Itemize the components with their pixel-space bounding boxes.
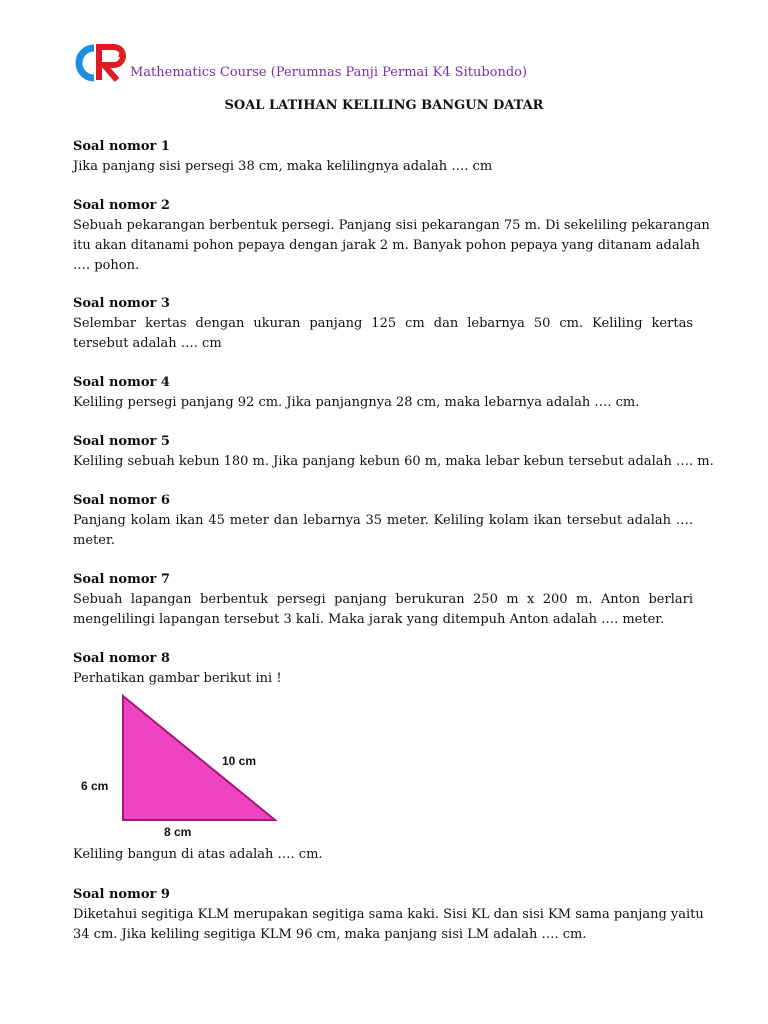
question-title: Soal nomor 5	[73, 434, 170, 449]
question-title: Soal nomor 8	[73, 651, 170, 666]
question-title: Soal nomor 9	[73, 887, 170, 902]
question-2	[73, 196, 710, 276]
question-8	[73, 649, 693, 689]
question-3	[73, 294, 693, 354]
question-text: Keliling bangun di atas adalah …. cm.	[73, 847, 323, 862]
question-1	[73, 137, 693, 177]
question-text: mengelilingi lapangan tersebut 3 kali. Maka jarak yang ditempuh Anton adalah …. meter.	[73, 612, 665, 627]
question-7	[73, 570, 693, 630]
header-subtitle: Mathematics Course (Perumnas Panji Permai K4 Situbondo)	[130, 65, 528, 80]
question-6	[73, 491, 693, 551]
height-label: 6 cm	[81, 779, 109, 793]
question-title: Soal nomor 7	[73, 572, 170, 587]
question-text: 34 cm. Jika keliling segitiga KLM 96 cm, maka panjang sisi LM adalah …. cm.	[73, 927, 587, 942]
question-text: Keliling sebuah kebun 180 m. Jika panjang kebun 60 m, maka lebar kebun tersebut adalah …. m.	[73, 454, 714, 469]
hypotenuse-label: 10 cm	[222, 754, 257, 768]
question-text: meter.	[73, 533, 115, 548]
triangle-figure	[76, 690, 296, 840]
question-8-followup	[73, 845, 693, 865]
question-text: Perhatikan gambar berikut ini !	[73, 671, 282, 686]
question-title: Soal nomor 6	[73, 493, 170, 508]
question-4	[73, 373, 693, 413]
question-text: Selembar kertas dengan ukuran panjang 125 cm dan lebarnya 50 cm. Keliling kertas	[73, 316, 693, 331]
question-text: Panjang kolam ikan 45 meter dan lebarnya 35 meter. Keliling kolam ikan tersebut adalah ….	[73, 513, 693, 528]
question-title: Soal nomor 4	[73, 375, 170, 390]
question-text: Keliling persegi panjang 92 cm. Jika panjangnya 28 cm, maka lebarnya adalah …. cm.	[73, 395, 640, 410]
question-text: Sebuah pekarangan berbentuk persegi. Panjang sisi pekarangan 75 m. Di sekeliling pekarangan	[73, 218, 710, 233]
course-logo	[72, 44, 130, 82]
question-text: tersebut adalah …. cm	[73, 336, 222, 351]
question-title: Soal nomor 1	[73, 139, 170, 154]
document-title: SOAL LATIHAN KELILING BANGUN DATAR	[224, 98, 544, 113]
question-title: Soal nomor 2	[73, 198, 170, 213]
question-text: …. pohon.	[73, 258, 140, 273]
question-text: Jika panjang sisi persegi 38 cm, maka kelilingnya adalah …. cm	[73, 159, 493, 174]
question-text: Diketahui segitiga KLM merupakan segitiga sama kaki. Sisi KL dan sisi KM sama panjang yaitu	[73, 907, 704, 922]
question-5	[73, 432, 714, 472]
question-text: Sebuah lapangan berbentuk persegi panjang berukuran 250 m x 200 m. Anton berlari	[73, 592, 693, 607]
base-label: 8 cm	[164, 825, 192, 839]
question-9	[73, 885, 704, 945]
document-header	[72, 44, 712, 84]
question-title: Soal nomor 3	[73, 296, 170, 311]
question-text: itu akan ditanami pohon pepaya dengan jarak 2 m. Banyak pohon pepaya yang ditanam adalah	[73, 238, 700, 253]
logo-superscript: 7	[117, 49, 123, 60]
